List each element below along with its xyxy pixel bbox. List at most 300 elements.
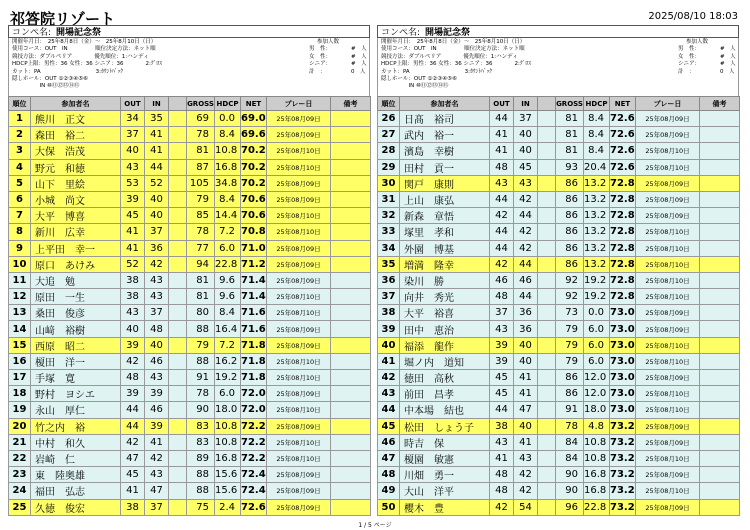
gross-cell: 83 — [187, 434, 215, 450]
note-cell — [700, 418, 740, 434]
table-row[interactable] — [378, 499, 740, 515]
note-cell — [700, 370, 740, 386]
out-score-cell: 46 — [490, 272, 514, 288]
rank-cell: 26 — [378, 111, 400, 127]
in-score-cell: 37 — [145, 305, 169, 321]
player-name-cell: 岩崎 仁 — [31, 450, 121, 466]
table-row[interactable] — [378, 175, 740, 191]
table-row[interactable] — [378, 337, 740, 353]
in-score-cell: 41 — [145, 434, 169, 450]
table-row[interactable] — [378, 159, 740, 175]
in-score-cell: 40 — [514, 353, 538, 369]
play-date-cell: 25年08月10日 — [267, 289, 331, 305]
table-row[interactable] — [378, 370, 740, 386]
player-name-cell: 上平田 幸一 — [31, 240, 121, 256]
table-row[interactable] — [378, 111, 740, 127]
play-date-cell: 25年08月09日 — [267, 191, 331, 207]
blank-cell — [169, 208, 187, 224]
in-score-cell: 42 — [514, 224, 538, 240]
hdcp-cell: 0.0 — [584, 305, 610, 321]
net-cell: 72.2 — [241, 450, 267, 466]
results-panel-left — [8, 25, 370, 516]
net-cell: 72.6 — [610, 159, 636, 175]
table-row[interactable] — [9, 143, 371, 159]
play-date-cell: 25年08月09日 — [267, 386, 331, 402]
out-score-cell: 41 — [121, 483, 145, 499]
participants-label: 計 ： — [309, 68, 326, 75]
rank-cell: 18 — [9, 386, 31, 402]
page-number: 1 / 5 ページ — [358, 522, 392, 529]
table-row[interactable] — [378, 289, 740, 305]
play-date-cell: 25年08月09日 — [636, 434, 700, 450]
player-name-cell: 東 陸奥雄 — [31, 467, 121, 483]
play-date-cell: 25年08月09日 — [636, 467, 700, 483]
hdcp-cell: 10.8 — [584, 434, 610, 450]
out-score-cell: 39 — [121, 191, 145, 207]
rank-cell: 11 — [9, 272, 31, 288]
table-row[interactable] — [9, 127, 371, 143]
player-name-cell: 上山 康弘 — [400, 191, 490, 207]
note-cell — [331, 337, 371, 353]
out-score-cell: 42 — [490, 208, 514, 224]
out-score-cell: 53 — [121, 175, 145, 191]
note-cell — [331, 370, 371, 386]
player-name-cell: 濱島 幸樹 — [400, 143, 490, 159]
gross-cell: 93 — [556, 159, 584, 175]
table-row[interactable] — [9, 272, 371, 288]
blank-cell — [538, 386, 556, 402]
in-score-cell: 42 — [145, 450, 169, 466]
out-score-cell: 45 — [490, 370, 514, 386]
note-cell — [331, 208, 371, 224]
hdcp-cell: 6.0 — [215, 386, 241, 402]
net-cell: 71.8 — [241, 337, 267, 353]
hdcp-cell: 19.2 — [584, 289, 610, 305]
gross-cell: 91 — [187, 370, 215, 386]
net-cell: 71.8 — [241, 353, 267, 369]
net-cell: 73.2 — [610, 418, 636, 434]
player-name-cell: 野村 ヨシエ — [31, 386, 121, 402]
rank-cell: 47 — [378, 450, 400, 466]
blank-cell — [538, 370, 556, 386]
column-header: 順位 — [9, 97, 31, 111]
in-score-cell: 41 — [145, 143, 169, 159]
gross-cell: 81 — [556, 127, 584, 143]
net-cell: 71.4 — [241, 272, 267, 288]
table-row[interactable] — [378, 127, 740, 143]
gross-cell: 92 — [556, 289, 584, 305]
out-score-cell: 42 — [121, 434, 145, 450]
note-cell — [331, 467, 371, 483]
table-row[interactable] — [378, 418, 740, 434]
player-name-cell: 中村 和久 — [31, 434, 121, 450]
note-cell — [700, 127, 740, 143]
net-cell: 73.0 — [610, 321, 636, 337]
rank-cell: 20 — [9, 418, 31, 434]
table-row[interactable] — [9, 208, 371, 224]
out-score-cell: 45 — [490, 386, 514, 402]
in-score-cell: 37 — [145, 499, 169, 515]
out-score-cell: 43 — [490, 434, 514, 450]
table-row[interactable] — [378, 208, 740, 224]
rank-cell: 25 — [9, 499, 31, 515]
note-cell — [331, 111, 371, 127]
in-score-cell: 46 — [145, 353, 169, 369]
out-score-cell: 37 — [490, 305, 514, 321]
out-score-cell: 48 — [490, 467, 514, 483]
hdcp-cell: 8.4 — [215, 191, 241, 207]
player-name-cell: 山下 里絵 — [31, 175, 121, 191]
out-score-cell: 48 — [121, 370, 145, 386]
rank-cell: 31 — [378, 191, 400, 207]
note-cell — [331, 434, 371, 450]
table-row[interactable] — [9, 370, 371, 386]
participants-label: 女 性： — [309, 53, 332, 60]
in-score-cell: 40 — [514, 143, 538, 159]
net-cell: 73.0 — [610, 337, 636, 353]
rank-cell: 46 — [378, 434, 400, 450]
info-line: カット：PA 3:ｶｳﾝﾄﾊﾞｯｸ — [381, 68, 493, 75]
player-name-cell: 大保 浩茂 — [31, 143, 121, 159]
blank-cell — [169, 272, 187, 288]
hdcp-cell: 16.8 — [584, 467, 610, 483]
in-score-cell: 41 — [514, 386, 538, 402]
table-row[interactable] — [9, 289, 371, 305]
blank-cell — [538, 143, 556, 159]
column-header: OUT — [121, 97, 145, 111]
table-row[interactable] — [378, 191, 740, 207]
player-name-cell: 中本場 結也 — [400, 402, 490, 418]
column-header: プレー日 — [636, 97, 700, 111]
out-score-cell: 52 — [121, 256, 145, 272]
table-row[interactable] — [9, 111, 371, 127]
table-row[interactable] — [378, 143, 740, 159]
play-date-cell: 25年08月10日 — [636, 337, 700, 353]
net-cell: 72.0 — [241, 402, 267, 418]
note-cell — [331, 175, 371, 191]
table-row[interactable] — [378, 272, 740, 288]
play-date-cell: 25年08月10日 — [636, 256, 700, 272]
in-score-cell: 43 — [145, 370, 169, 386]
participants-title: 参加人数 — [317, 39, 340, 45]
rank-cell: 7 — [9, 208, 31, 224]
gross-cell: 85 — [187, 208, 215, 224]
hdcp-cell: 34.8 — [215, 175, 241, 191]
table-row[interactable] — [9, 321, 371, 337]
hdcp-cell: 10.8 — [215, 434, 241, 450]
play-date-cell: 25年08月09日 — [267, 127, 331, 143]
table-row[interactable] — [9, 402, 371, 418]
table-row[interactable] — [9, 434, 371, 450]
table-row[interactable] — [9, 483, 371, 499]
info-line: 開催年月日： 25年8月8日（金）～ 25年8月10日（日） — [381, 39, 526, 45]
gross-cell: 84 — [556, 434, 584, 450]
table-row[interactable] — [9, 450, 371, 466]
out-score-cell: 43 — [121, 305, 145, 321]
hdcp-cell: 9.6 — [215, 289, 241, 305]
player-name-cell: 堀ノ内 道知 — [400, 353, 490, 369]
table-row[interactable] — [378, 483, 740, 499]
blank-cell — [538, 224, 556, 240]
in-score-cell: 36 — [514, 321, 538, 337]
rank-cell: 44 — [378, 402, 400, 418]
in-score-cell: 47 — [514, 402, 538, 418]
hdcp-cell: 8.4 — [215, 127, 241, 143]
blank-cell — [538, 467, 556, 483]
note-cell — [331, 418, 371, 434]
net-cell: 72.2 — [241, 418, 267, 434]
in-score-cell: 42 — [514, 240, 538, 256]
info-line: 隠しホール：OUT ①②③④⑤⑥ — [12, 76, 88, 82]
out-score-cell: 47 — [121, 450, 145, 466]
note-cell — [331, 191, 371, 207]
out-score-cell: 48 — [490, 483, 514, 499]
play-date-cell: 25年08月09日 — [636, 208, 700, 224]
table-row[interactable] — [378, 256, 740, 272]
column-header: NET — [610, 97, 636, 111]
blank-cell — [538, 483, 556, 499]
table-row[interactable] — [9, 337, 371, 353]
info-line: 隠しホール：OUT ①②③④⑤⑥ — [381, 76, 457, 82]
gross-cell: 78 — [187, 127, 215, 143]
net-cell: 73.2 — [610, 434, 636, 450]
blank-cell — [169, 450, 187, 466]
out-score-cell: 45 — [121, 208, 145, 224]
table-row[interactable] — [9, 159, 371, 175]
table-row[interactable] — [378, 434, 740, 450]
table-row[interactable] — [9, 499, 371, 515]
participants-count: # 人 — [720, 53, 736, 60]
player-name-cell: 原口 あけみ — [31, 256, 121, 272]
player-name-cell: 久徳 俊宏 — [31, 499, 121, 515]
in-score-cell: 41 — [514, 370, 538, 386]
in-score-cell: 40 — [514, 337, 538, 353]
blank-cell — [538, 499, 556, 515]
player-name-cell: 外園 博基 — [400, 240, 490, 256]
player-name-cell: 榎園 敏憲 — [400, 450, 490, 466]
blank-cell — [169, 321, 187, 337]
column-header: GROSS — [556, 97, 584, 111]
hdcp-cell: 15.6 — [215, 467, 241, 483]
play-date-cell: 25年08月09日 — [636, 499, 700, 515]
blank-cell — [169, 467, 187, 483]
note-cell — [331, 386, 371, 402]
net-cell: 71.0 — [241, 240, 267, 256]
blank-cell — [538, 127, 556, 143]
net-cell: 72.8 — [610, 191, 636, 207]
info-line: IN ⑩⑪⑫⑬⑭⑮ — [12, 83, 80, 90]
info-line: IN ⑩⑪⑫⑬⑭⑮ — [381, 83, 449, 90]
gross-cell: 90 — [556, 467, 584, 483]
table-row[interactable] — [378, 353, 740, 369]
note-cell — [331, 127, 371, 143]
note-cell — [331, 402, 371, 418]
gross-cell: 86 — [556, 191, 584, 207]
in-score-cell: 44 — [145, 159, 169, 175]
hdcp-cell: 18.0 — [584, 402, 610, 418]
net-cell: 71.6 — [241, 321, 267, 337]
note-cell — [700, 386, 740, 402]
rank-cell: 48 — [378, 467, 400, 483]
gross-cell: 86 — [556, 240, 584, 256]
rank-cell: 43 — [378, 386, 400, 402]
net-cell: 72.8 — [610, 240, 636, 256]
column-header: IN — [145, 97, 169, 111]
table-row[interactable] — [378, 467, 740, 483]
hdcp-cell: 19.2 — [215, 370, 241, 386]
player-name-cell: 染川 勝 — [400, 272, 490, 288]
participants-count: # 人 — [720, 61, 736, 68]
note-cell — [700, 175, 740, 191]
player-name-cell: 川畑 勇一 — [400, 467, 490, 483]
net-cell: 73.0 — [610, 386, 636, 402]
out-score-cell: 42 — [121, 353, 145, 369]
competition-info — [8, 38, 370, 96]
table-row[interactable] — [9, 240, 371, 256]
table-row[interactable] — [378, 305, 740, 321]
in-score-cell: 37 — [514, 111, 538, 127]
in-score-cell: 43 — [145, 467, 169, 483]
player-name-cell: 徳田 高秋 — [400, 370, 490, 386]
note-cell — [700, 240, 740, 256]
table-row[interactable] — [9, 256, 371, 272]
hdcp-cell: 8.4 — [584, 111, 610, 127]
gross-cell: 96 — [556, 499, 584, 515]
table-row[interactable] — [378, 386, 740, 402]
net-cell: 72.8 — [610, 175, 636, 191]
table-row[interactable] — [9, 224, 371, 240]
table-row[interactable] — [9, 467, 371, 483]
blank-cell — [169, 159, 187, 175]
blank-cell — [169, 386, 187, 402]
rank-cell: 9 — [9, 240, 31, 256]
hdcp-cell: 16.4 — [215, 321, 241, 337]
player-name-cell: 熊川 正文 — [31, 111, 121, 127]
rank-cell: 21 — [9, 434, 31, 450]
in-score-cell: 40 — [145, 208, 169, 224]
table-row[interactable] — [378, 224, 740, 240]
out-score-cell: 42 — [490, 499, 514, 515]
hdcp-cell: 12.0 — [584, 370, 610, 386]
net-cell: 71.6 — [241, 305, 267, 321]
table-row[interactable] — [9, 418, 371, 434]
out-score-cell: 44 — [121, 402, 145, 418]
table-row[interactable] — [9, 191, 371, 207]
out-score-cell: 45 — [121, 467, 145, 483]
table-row[interactable] — [378, 450, 740, 466]
blank-cell — [538, 240, 556, 256]
in-score-cell: 46 — [514, 272, 538, 288]
play-date-cell: 25年08月09日 — [636, 175, 700, 191]
player-name-cell: 新森 章悟 — [400, 208, 490, 224]
note-cell — [700, 483, 740, 499]
hdcp-cell: 6.0 — [584, 337, 610, 353]
out-score-cell: 39 — [490, 337, 514, 353]
in-score-cell: 52 — [145, 175, 169, 191]
hdcp-cell: 16.2 — [215, 353, 241, 369]
out-score-cell: 44 — [490, 111, 514, 127]
participants-label: シニア： — [678, 61, 701, 68]
hdcp-cell: 14.4 — [215, 208, 241, 224]
table-row[interactable] — [378, 321, 740, 337]
hdcp-cell: 22.8 — [584, 499, 610, 515]
results-table — [8, 96, 371, 516]
rank-cell: 27 — [378, 127, 400, 143]
play-date-cell: 25年08月10日 — [267, 450, 331, 466]
blank-cell — [538, 111, 556, 127]
rank-cell: 8 — [9, 224, 31, 240]
rank-cell: 34 — [378, 240, 400, 256]
out-score-cell: 41 — [490, 127, 514, 143]
column-header: GROSS — [187, 97, 215, 111]
table-row[interactable] — [9, 386, 371, 402]
competition-name: 開場記念祭 — [56, 28, 102, 38]
player-name-cell: 大山 洋平 — [400, 483, 490, 499]
in-score-cell: 36 — [145, 240, 169, 256]
gross-cell: 81 — [556, 143, 584, 159]
player-name-cell: 田中 恵治 — [400, 321, 490, 337]
rank-cell: 40 — [378, 337, 400, 353]
net-cell: 69.6 — [241, 127, 267, 143]
blank-cell — [169, 434, 187, 450]
info-line: 使用コース：OUT IN 順位決定方法：ネット順 — [12, 46, 156, 53]
table-row[interactable] — [9, 353, 371, 369]
out-score-cell: 41 — [121, 240, 145, 256]
net-cell: 73.2 — [610, 499, 636, 515]
blank-cell — [169, 353, 187, 369]
player-name-cell: 増満 隆幸 — [400, 256, 490, 272]
note-cell — [700, 499, 740, 515]
table-row[interactable] — [378, 402, 740, 418]
rank-cell: 45 — [378, 418, 400, 434]
participants-count: 0 人 — [351, 68, 366, 75]
hdcp-cell: 13.2 — [584, 208, 610, 224]
play-date-cell: 25年08月10日 — [636, 240, 700, 256]
note-cell — [331, 240, 371, 256]
net-cell: 71.8 — [241, 370, 267, 386]
blank-cell — [538, 208, 556, 224]
out-score-cell: 41 — [490, 143, 514, 159]
play-date-cell: 25年08月09日 — [267, 321, 331, 337]
out-score-cell: 44 — [490, 402, 514, 418]
table-row[interactable] — [9, 175, 371, 191]
play-date-cell: 25年08月10日 — [636, 143, 700, 159]
play-date-cell: 25年08月09日 — [267, 240, 331, 256]
play-date-cell: 25年08月09日 — [267, 483, 331, 499]
out-score-cell: 40 — [121, 143, 145, 159]
table-row[interactable] — [9, 305, 371, 321]
rank-cell: 39 — [378, 321, 400, 337]
gross-cell: 81 — [187, 143, 215, 159]
table-row[interactable] — [378, 240, 740, 256]
net-cell: 73.0 — [610, 353, 636, 369]
gross-cell: 91 — [556, 402, 584, 418]
play-date-cell: 25年08月10日 — [636, 272, 700, 288]
column-header: IN — [514, 97, 538, 111]
hdcp-cell: 22.8 — [215, 256, 241, 272]
player-name-cell: 福添 龍作 — [400, 337, 490, 353]
table-header-row — [9, 97, 371, 111]
gross-cell: 88 — [187, 353, 215, 369]
in-score-cell: 45 — [514, 159, 538, 175]
play-date-cell: 25年08月10日 — [267, 434, 331, 450]
net-cell: 72.2 — [241, 434, 267, 450]
out-score-cell: 48 — [490, 159, 514, 175]
hdcp-cell: 20.4 — [584, 159, 610, 175]
hdcp-cell: 2.4 — [215, 499, 241, 515]
blank-cell — [538, 321, 556, 337]
net-cell: 72.6 — [610, 127, 636, 143]
